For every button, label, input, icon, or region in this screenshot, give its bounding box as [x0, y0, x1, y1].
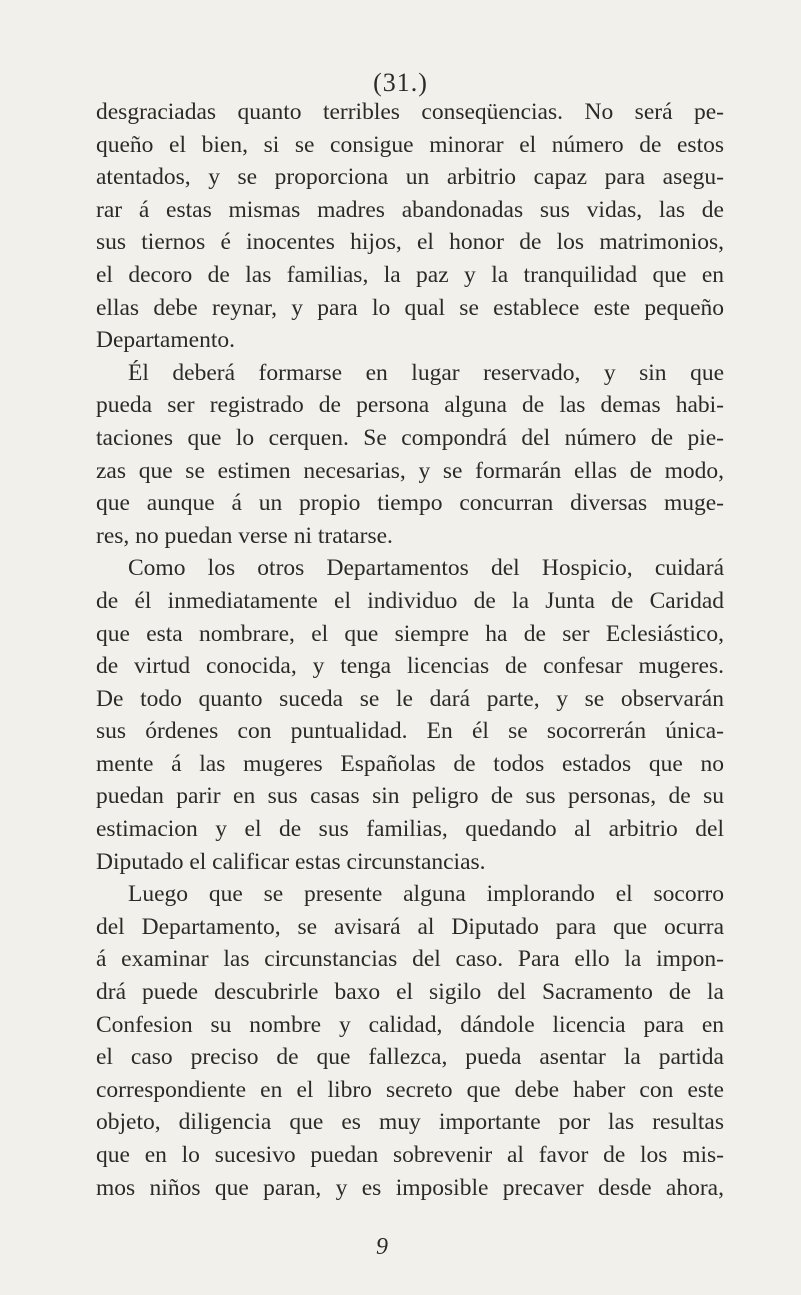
text-line: res, no puedan verse ni tratarse.: [96, 522, 393, 549]
text-line: estimacion y el de sus familias, quedando al arbitrio del: [96, 816, 724, 843]
body-text: [96, 96, 724, 1204]
text-line: á examinar las circunstancias del caso. Para ello la impon-: [96, 946, 724, 973]
text-line: atentados, y se proporciona un arbitrio capaz para asegu-: [96, 164, 724, 191]
text-line: mos niños que paran, y es imposible precaver desde ahora,: [96, 1174, 724, 1201]
text-line: de virtud conocida, y tenga licencias de confesar mugeres.: [96, 653, 724, 680]
text-line: el caso preciso de que fallezca, pueda asentar la partida: [96, 1044, 724, 1071]
text-line: Diputado el calificar estas circunstancias.: [96, 848, 486, 875]
text-line: Él deberá formarse en lugar reservado, y sin que: [128, 359, 724, 386]
text-line: pueda ser registrado de persona alguna de las demas habi-: [96, 392, 724, 419]
text-line: desgraciadas quanto terribles conseqüencias. No será pe-: [96, 99, 724, 125]
text-line: puedan parir en sus casas sin peligro de sus personas, de su: [96, 783, 724, 810]
text-line: que en lo sucesivo puedan sobrevenir al favor de los mis-: [96, 1142, 724, 1168]
text-line: mente á las mugeres Españolas de todos estados que no: [96, 750, 724, 777]
text-line: zas que se estimen necesarias, y se formarán ellas de modo,: [96, 457, 724, 484]
text-line: De todo quanto suceda se le dará parte, y se observarán: [96, 685, 724, 712]
text-line: de él inmediatamente el individuo de la Junta de Caridad: [96, 587, 724, 614]
text-line: Departamento.: [96, 327, 235, 354]
signature-mark: 9: [376, 1234, 388, 1260]
text-line: Confesion su nombre y calidad, dándole licencia para en: [96, 1011, 724, 1038]
text-line: queño el bien, si se consigue minorar el número de estos: [96, 131, 724, 158]
text-line: que esta nombrare, el que siempre ha de ser Eclesiástico,: [96, 620, 724, 647]
page-number-header: (31.): [373, 68, 428, 97]
text-line: ellas debe reynar, y para lo qual se establece este pequeño: [96, 294, 724, 321]
text-line: Como los otros Departamentos del Hospicio, cuidará: [128, 555, 724, 582]
text-line: objeto, diligencia que es muy importante por las resultas: [96, 1109, 724, 1136]
text-line: correspondiente en el libro secreto que debe haber con este: [96, 1076, 724, 1103]
text-line: sus tiernos é inocentes hijos, el honor de los matrimonios,: [96, 229, 724, 256]
text-line: del Departamento, se avisará al Diputado para que ocurra: [96, 913, 724, 940]
text-line: taciones que lo cerquen. Se compondrá del número de pie-: [96, 424, 724, 451]
text-line: rar á estas mismas madres abandonadas sus vidas, las de: [96, 196, 724, 223]
text-line: que aunque á un propio tiempo concurran diversas muge-: [96, 490, 724, 517]
text-line: el decoro de las familias, la paz y la tranquilidad que en: [96, 261, 724, 288]
text-line: drá puede descubrirle baxo el sigilo del Sacramento de la: [96, 979, 724, 1006]
text-line: sus órdenes con puntualidad. En él se socorrerán única-: [96, 718, 724, 745]
text-line: Luego que se presente alguna implorando el socorro: [128, 881, 724, 908]
